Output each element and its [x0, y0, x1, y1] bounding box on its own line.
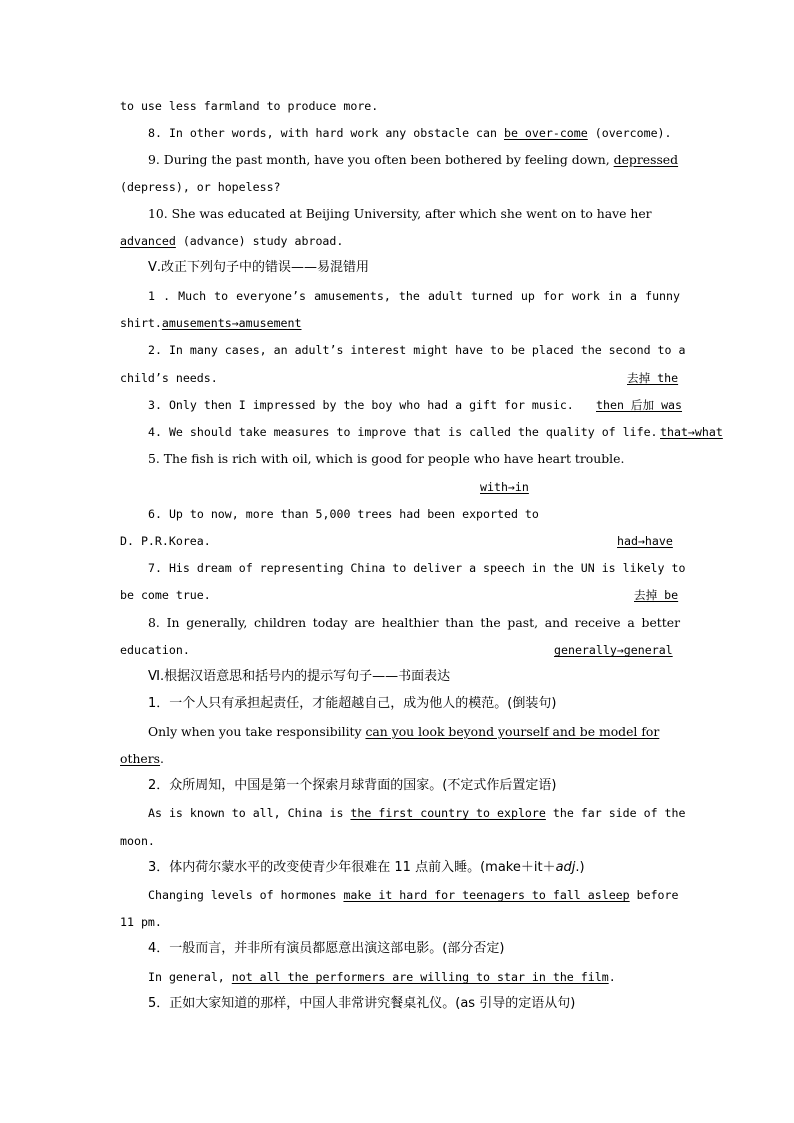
- part4-item-9: [148, 151, 680, 169]
- v-item-6: 6. Up to now, more than 5,000 trees had been exported to: [148, 507, 539, 521]
- answer: that→what: [660, 425, 723, 439]
- part4-item-10: [148, 205, 680, 223]
- text: 10. She was educated at Beijing University, after which she went on to have her: [148, 206, 652, 221]
- vi-answer-2-cont: moon.: [120, 834, 155, 848]
- v-item-8: 8. In generally, children today are healthier than the past, and receive a better: [148, 615, 680, 630]
- text: be come true.: [120, 588, 211, 602]
- v-item-5: [148, 450, 680, 468]
- text: Changing levels of hormones: [148, 888, 344, 902]
- answer: amusements→amusement: [161, 316, 302, 330]
- answer: make it hard for teenagers to fall asleep: [343, 888, 630, 902]
- vi-answer-3: [148, 886, 680, 904]
- answer: with→in: [480, 480, 529, 494]
- text: 3. Only then I impressed by the boy who had a gift for music.: [148, 398, 574, 412]
- text: education.: [120, 643, 190, 657]
- answer: 去掉 the: [627, 371, 679, 385]
- v-item-3: [148, 396, 683, 414]
- text: to use less farmland to produce more.: [120, 99, 379, 113]
- v-item-4: [148, 423, 723, 441]
- v-item-2-cont: [120, 369, 680, 387]
- v-item-7-cont: [120, 586, 680, 604]
- text: In general,: [148, 970, 232, 984]
- v-item-8-cont: [120, 641, 680, 659]
- vi-answer-3-cont: 11 pm.: [120, 915, 162, 929]
- vi-question-1: 1．一个人只有承担起责任，才能超越自己，成为他人的模范。(倒装句): [148, 696, 557, 711]
- text: 4. We should take measures to improve that is called the quality of life.: [148, 425, 658, 439]
- part4-line-continuation: [120, 97, 680, 115]
- answer: the first country to explore: [350, 806, 546, 820]
- vi-question-2: 2．众所周知，中国是第一个探索月球背面的国家。(不定式作后置定语): [148, 778, 557, 793]
- text: As is known to all, China is: [148, 806, 351, 820]
- text: 9. During the past month, have you often been bothered by feeling down,: [148, 152, 614, 167]
- text: 8. In other words, with hard work any obstacle can: [148, 126, 504, 140]
- text: .: [160, 751, 164, 766]
- text: 3．体内荷尔蒙水平的改变使青少年很难在 11 点前入睡。(make＋it＋: [148, 860, 556, 875]
- vi-answer-4: [148, 968, 680, 986]
- answer: 去掉 be: [634, 588, 679, 602]
- v-item-6-cont: [120, 532, 680, 550]
- answer: depressed: [613, 152, 679, 167]
- vi-answer-1: [148, 723, 680, 741]
- v-item-1: 1 . Much to everyone’s amusements, the adult turned up for work in a funny: [148, 289, 680, 303]
- text: shirt.: [120, 316, 162, 330]
- answer: then 后加 was: [596, 398, 683, 412]
- vi-question-3: [148, 859, 680, 877]
- answer: others: [120, 751, 161, 766]
- text: (overcome).: [587, 126, 672, 140]
- v-item-7: 7. His dream of representing China to deliver a speech in the UN is likely to: [148, 561, 686, 575]
- text: the far side of the: [545, 806, 686, 820]
- text: adj: [555, 860, 576, 875]
- vi-question-5: 5．正如大家知道的那样，中国人非常讲究餐桌礼仪。(as 引导的定语从句): [148, 996, 576, 1011]
- vi-answer-2: [148, 804, 686, 822]
- vi-answer-1-cont: [120, 750, 680, 768]
- part4-item-8: [148, 124, 680, 142]
- part4-item-9-cont: [120, 178, 680, 196]
- text: (depress), or hopeless?: [120, 180, 281, 194]
- text: Only when you take responsibility: [148, 724, 366, 739]
- v-item-1-cont: [120, 314, 680, 332]
- answer: be over-come: [503, 126, 588, 140]
- answer: can you look beyond yourself and be model for: [365, 724, 660, 739]
- text: (advance) study abroad.: [175, 234, 344, 248]
- section-heading-v: Ⅴ.改正下列句子中的错误——易混错用: [148, 260, 370, 275]
- section-heading-vi: Ⅵ.根据汉语意思和括号内的提示写句子——书面表达: [148, 669, 451, 684]
- part4-item-10-cont: [120, 232, 680, 250]
- text: child’s needs.: [120, 371, 218, 385]
- vi-question-4: 4．一般而言，并非所有演员都愿意出演这部电影。(部分否定): [148, 941, 505, 956]
- answer: advanced: [120, 234, 176, 248]
- text: D. P.R.Korea.: [120, 534, 211, 548]
- text: .: [608, 970, 616, 984]
- text: before: [629, 888, 679, 902]
- text: .): [575, 860, 585, 875]
- v-item-2: 2. In many cases, an adult’s interest might have to be placed the second to a: [148, 343, 686, 357]
- answer: generally→general: [554, 643, 673, 657]
- answer: not all the performers are willing to star in the film: [231, 970, 609, 984]
- text: 5. The fish is rich with oil, which is good for people who have heart trouble.: [148, 451, 625, 466]
- answer: had→have: [617, 534, 673, 548]
